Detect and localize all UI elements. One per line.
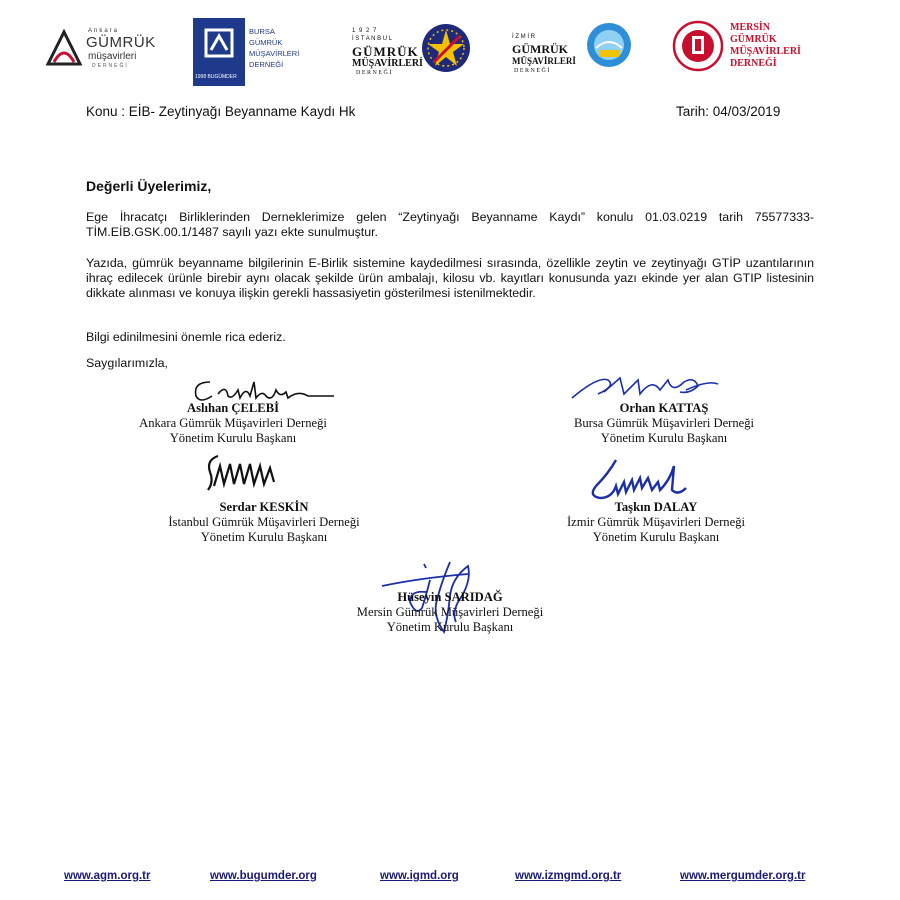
signatory-title: Yönetim Kurulu Başkanı bbox=[592, 530, 720, 544]
signatory-org: Ankara Gümrük Müşavirleri Derneği bbox=[139, 416, 327, 430]
ankara-logo-city: Ankara bbox=[88, 28, 120, 34]
signatory-org: İstanbul Gümrük Müşavirleri Derneği bbox=[168, 515, 360, 529]
istanbul-logo-musavirleri: MÜŞAVİRLERİ bbox=[352, 58, 423, 69]
bursa-logo-line: GÜMRÜK bbox=[249, 38, 283, 47]
signature-block-mersin bbox=[300, 590, 600, 635]
footer-link-mergumder[interactable]: www.mergumder.org.tr bbox=[680, 870, 806, 882]
ankara-emblem-icon bbox=[44, 22, 84, 72]
letter-greeting: Değerli Üyelerimiz, bbox=[86, 178, 212, 194]
istanbul-logo-city: İ S T A N B U L bbox=[352, 36, 393, 42]
signatory-name: Aslıhan ÇELEBİ bbox=[186, 401, 280, 415]
footer-link-agm[interactable]: www.agm.org.tr bbox=[64, 870, 151, 882]
mersin-seal-icon bbox=[672, 20, 724, 72]
istanbul-logo-dernegi: D E R N E Ğ İ bbox=[356, 70, 392, 76]
mersin-logo-line: MERSİN bbox=[730, 22, 771, 33]
signature-istanbul-icon bbox=[204, 452, 280, 496]
footer-link-igmd[interactable]: www.igmd.org bbox=[380, 870, 459, 882]
mersin-logo-line: DERNEĞİ bbox=[730, 58, 777, 69]
bursa-logo-text bbox=[249, 26, 299, 70]
signatory-name: Taşkın DALAY bbox=[614, 500, 698, 514]
bursa-logo bbox=[193, 18, 300, 86]
mersin-logo-line: MÜŞAVİRLERİ bbox=[730, 46, 801, 57]
istanbul-star-emblem-icon bbox=[420, 22, 472, 74]
izmir-globe-emblem-icon bbox=[586, 22, 632, 68]
footer-link-izmgmd[interactable]: www.izmgmd.org.tr bbox=[515, 870, 622, 882]
signature-block-ankara bbox=[98, 401, 368, 446]
bursa-logo-year: 1998 BUGÜMDER bbox=[195, 74, 237, 80]
istanbul-logo-year: 1 9 2 7 bbox=[352, 28, 378, 34]
bursa-logo-line: BURSA bbox=[249, 27, 275, 36]
izmir-logo bbox=[512, 22, 632, 90]
signatory-org: Mersin Gümrük Müşavirleri Derneği bbox=[356, 605, 544, 619]
istanbul-logo-gumruk: GÜMRÜK bbox=[352, 44, 419, 59]
signature-block-bursa bbox=[528, 401, 800, 446]
signatory-name: Hüseyin SARIDAĞ bbox=[397, 590, 503, 604]
ankara-logo-musavirleri: müşavirleri bbox=[88, 51, 137, 62]
signature-block-istanbul bbox=[126, 500, 402, 545]
letter-date: Tarih: 04/03/2019 bbox=[676, 104, 781, 119]
ankara-logo-gumruk: GÜMRÜK bbox=[86, 34, 156, 51]
signatory-title: Yönetim Kurulu Başkanı bbox=[169, 431, 297, 445]
signature-block-izmir bbox=[520, 500, 792, 545]
istanbul-logo bbox=[352, 22, 474, 90]
signatory-org: İzmir Gümrük Müşavirleri Derneği bbox=[566, 515, 745, 529]
bursa-logo-line: MÜŞAVİRLERİ bbox=[249, 49, 300, 58]
izmir-logo-city: İ Z M İ R bbox=[512, 34, 535, 40]
signatory-org: Bursa Gümrük Müşavirleri Derneği bbox=[573, 416, 755, 430]
ankara-logo-dernegi: DERNEĞİ bbox=[92, 63, 129, 69]
signatory-title: Yönetim Kurulu Başkanı bbox=[200, 530, 328, 544]
mersin-logo-line: GÜMRÜK bbox=[730, 34, 777, 45]
ankara-logo bbox=[44, 22, 156, 90]
izmir-logo-dernegi: D E R N E Ğ İ bbox=[514, 68, 550, 74]
mersin-logo-text bbox=[730, 22, 801, 70]
izmir-logo-gumruk: GÜMRÜK bbox=[512, 42, 568, 56]
signatory-title: Yönetim Kurulu Başkanı bbox=[600, 431, 728, 445]
paragraph-intro: Ege İhracatçı Birliklerinden Derneklerimize gelen “Zeytinyağı Beyanname Kaydı” konulu 01.03.0219 tarih 75577333-TİM.EİB.GSK.00.1/1487 sayılı yazı ekte sunulmuştur. bbox=[86, 210, 814, 240]
bursa-logo-line: DERNEĞİ bbox=[249, 60, 284, 69]
signature-bursa-icon bbox=[568, 372, 724, 402]
paragraph-body: Yazıda, gümrük beyanname bilgilerinin E-Birlik sistemine kaydedilmesi sırasında, özellikle zeytin ve zeytinyağı GTİP uzantılarının ihraç edilecek ürünle birebir aynı olacak şekilde ürün ambalajı, kilosu vb. kayıtları konusunda yazı ekinde yer alan GTIP listesinin dikkate alınması ve konuya ilişkin gerekli hassasiyetin gösterilmesi istenilmektedir. bbox=[86, 256, 814, 301]
signatory-title: Yönetim Kurulu Başkanı bbox=[386, 620, 514, 634]
mersin-logo bbox=[672, 20, 812, 88]
signatory-name: Orhan KATTAŞ bbox=[619, 401, 709, 415]
signature-izmir-icon bbox=[586, 456, 690, 504]
footer-link-bugumder[interactable]: www.bugumder.org bbox=[210, 870, 317, 882]
izmir-logo-musavirleri: MÜŞAVİRLERİ bbox=[512, 56, 576, 66]
bursa-emblem-icon bbox=[193, 18, 245, 70]
bursa-emblem-box bbox=[193, 18, 245, 86]
closing-text: Saygılarımızla, bbox=[86, 356, 168, 370]
paragraph-request: Bilgi edinilmesini önemle rica ederiz. bbox=[86, 330, 286, 344]
signatory-name: Serdar KESKİN bbox=[219, 500, 309, 514]
letter-subject: Konu : EİB- Zeytinyağı Beyanname Kaydı Hk bbox=[86, 104, 356, 119]
